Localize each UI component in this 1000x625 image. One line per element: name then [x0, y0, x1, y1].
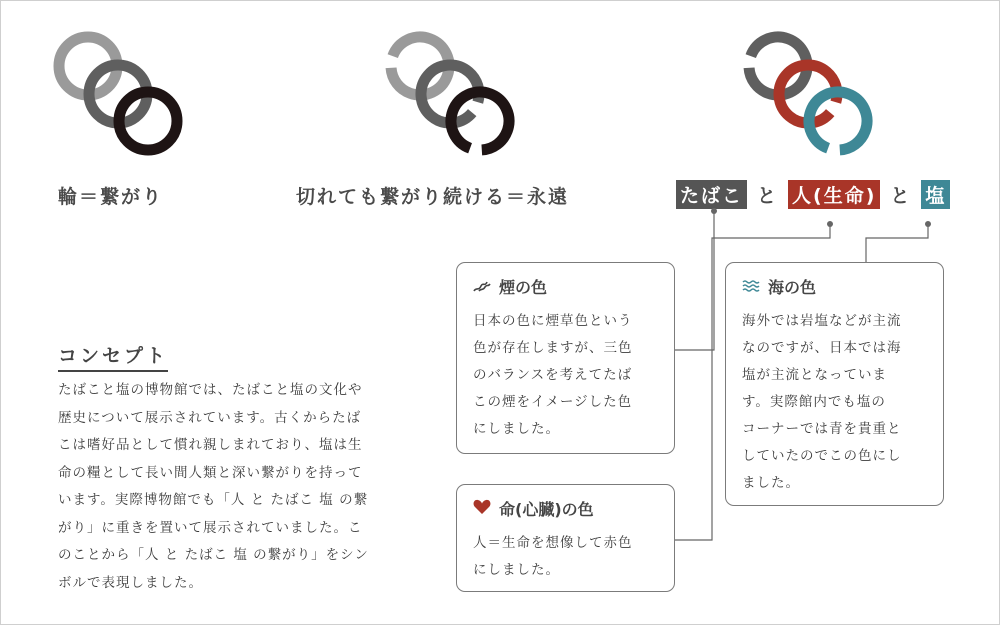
- connector-dot-hito: [827, 221, 833, 227]
- concept-line: 命の糧として長い間人類と深い繋がりを持って: [58, 464, 363, 481]
- sea-box-body: [742, 308, 927, 497]
- smoke-line: 色が存在しますが、三色: [473, 340, 633, 356]
- concept-line: ボルで表現しました。: [58, 574, 203, 591]
- sea-title-text: 海の色: [768, 278, 817, 297]
- concept-body: [58, 377, 430, 597]
- concept-line: 歴史について展示されています。古くからたば: [58, 409, 362, 426]
- life-line: 人＝生命を想像して赤色: [473, 535, 633, 551]
- sea-line: なのですが、日本では海: [742, 340, 902, 356]
- life-title-text: 命(心臓)の色: [499, 500, 594, 519]
- smoke-title-text: 煙の色: [499, 278, 548, 297]
- life-box-body: [473, 530, 658, 584]
- sea-line: 塩が主流となっていま: [742, 367, 887, 383]
- legend-conj-1: と: [757, 185, 779, 207]
- concept-line: のことから「人 と たばこ 塩 の繋がり」をシン: [58, 547, 369, 563]
- connector-dot-shio: [925, 221, 931, 227]
- sea-box-title: [742, 275, 927, 298]
- sea-line: ました。: [742, 475, 800, 491]
- smoke-line: 日本の色に煙草色という: [473, 313, 633, 329]
- caption-middle: 切れても繋がり続ける＝永遠: [296, 186, 570, 208]
- life-box-title: [473, 497, 658, 520]
- heart-icon: [473, 499, 493, 519]
- concept-line: こは嗜好品として慣れ親しまれており、塩は生: [58, 437, 363, 453]
- waves-icon: [742, 278, 762, 297]
- sea-line: コーナーでは青を貴重と: [742, 421, 902, 437]
- smoke-color-box: [456, 262, 675, 454]
- sea-line: 海外では岩塩などが主流: [742, 313, 902, 329]
- life-line: にしました。: [473, 562, 560, 578]
- smoke-line: のバランスを考えてたば: [473, 367, 633, 383]
- legend-shio: 塩: [921, 180, 950, 209]
- smoke-box-title: [473, 275, 658, 298]
- sea-line: す。実際館内でも塩の: [742, 394, 886, 410]
- sea-line: していたのでこの色にし: [742, 448, 902, 464]
- concept-line: います。実際博物館でも「人 と たばこ 塩 の繋: [58, 492, 369, 508]
- connector-dot-tabako: [711, 208, 717, 214]
- smoke-icon: [473, 278, 493, 297]
- connector-shio: [866, 224, 928, 262]
- smoke-line: この煙をイメージした色: [473, 394, 633, 410]
- sea-color-box: [725, 262, 944, 506]
- concept-line: がり」に重きを置いて展示されていました。こ: [58, 519, 363, 536]
- legend-tabako: たばこ: [676, 180, 747, 209]
- concept-title: コンセプト: [58, 341, 168, 372]
- smoke-box-body: [473, 308, 658, 443]
- life-color-box: [456, 484, 675, 592]
- legend-hito: 人(生命): [788, 180, 880, 209]
- caption-left: 輪＝繋がり: [58, 186, 164, 208]
- legend-conj-2: と: [890, 185, 912, 207]
- concept-line: たばこと塩の博物館では、たばこと塩の文化や: [58, 382, 363, 398]
- connector-tabako: [675, 211, 714, 350]
- smoke-line: にしました。: [473, 421, 560, 437]
